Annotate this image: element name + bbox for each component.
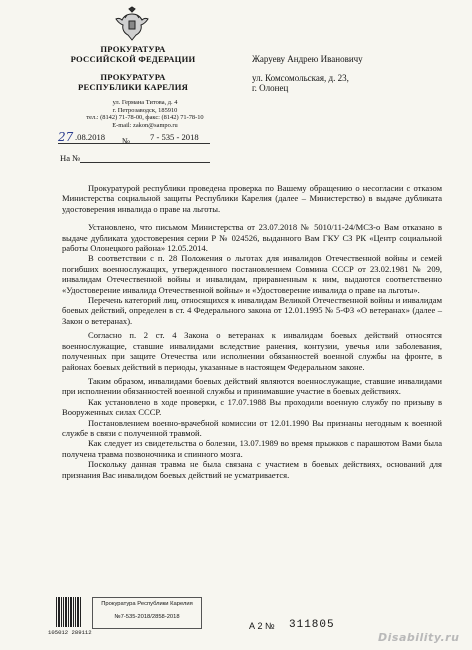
letter-body <box>62 183 442 480</box>
registration-stamp <box>92 597 202 629</box>
org-name-karelia <box>58 72 208 92</box>
stamp-org: Прокуратура Республики Карелия <box>101 601 193 607</box>
reference-label: На № <box>60 153 81 163</box>
recipient-street: ул. Комсомольская, д. 23, <box>252 72 349 83</box>
date-printed: .08.2018 <box>75 132 106 142</box>
form-series: А 2 № <box>249 621 275 631</box>
outgoing-number: 7 - 535 - 2018 <box>150 132 199 142</box>
paragraph-9: Как следует из свидетельства о болезни, 13.07.1989 во время прыжков с парашютом Вами была получена травма позвоночника и спинного мозга. <box>62 438 442 459</box>
paragraph-5: Согласно п. 2 ст. 4 Закона о ветеранах к инвалидам боевых действий относятся военнослужащие, ставшие инвалидами вследствие ранения, контузии, увечья или заболевания, полученных при защите Отечества или исполнении обязанностей военной службы на фронте, в районах боевых действий в периоды, указанные в настоящем Федеральном законе. <box>62 330 442 372</box>
org-line-4: РЕСПУБЛИКИ КАРЕЛИЯ <box>78 82 188 92</box>
org-name-rf <box>58 44 208 64</box>
address-email: E-mail: zakon@sampo.ru <box>112 121 178 129</box>
address-phone: тел.: (8142) 71-78-00, факс: (8142) 71-78-10 <box>86 114 204 122</box>
stamp-number: №7-535-2018/2858-2018 <box>114 614 180 620</box>
recipient-name: Жаруеву Андрею Ивановичу <box>252 54 363 64</box>
barcode-number: 105012 289112 <box>48 629 92 636</box>
paragraph-7: Как установлено в ходе проверки, с 17.07.1988 Вы проходили военную службу по призыву в Вооруженных силах СССР. <box>62 396 442 418</box>
paragraph-4: Перечень категорий лиц, относящихся к инвалидам Великой Отечественной войны и инвалидам боевых действий, определен в ст. 4 Федерального закона от 12.01.1995 № 5-ФЗ «О ветеранах» (далее – Закон о ветеранах). <box>62 295 442 326</box>
number-prefix: № <box>122 136 131 146</box>
recipient-city: г. Олонец <box>252 83 289 93</box>
paragraph-8: Постановлением военно-врачебной комиссии от 12.01.1990 Вы признаны негодным к военной службе в связи с полученной травмой. <box>62 417 442 438</box>
paragraph-1: Прокуратурой республики проведена проверка по Вашему обращению о несогласии с отказом Министерства социальной защиты Республики Карелия (далее – Министерство) в выдаче дубликата удостоверения инвалида о праве на льготы. <box>62 183 442 214</box>
paragraph-2: Установлено, что письмом Министерства от 23.07.2018 № 5010/11-24/МСЗ-о Вам отказано в выдаче дубликата удостоверения серии Р № 024526, выданного Вам ГКУ СЗ РК «Центр социальной работы Олонецкого района» 12.05.2014. <box>62 222 442 254</box>
paragraph-10: Поскольку данная травма не была связана с участием в боевых действиях, оснований для признания Вас инвалидом боевых действий не усматривается. <box>62 459 442 480</box>
recipient-block <box>252 54 442 94</box>
reference-underline <box>80 162 210 163</box>
org-line-3: ПРОКУРАТУРА <box>100 72 166 82</box>
barcode-icon <box>56 597 82 633</box>
watermark: Disability.ru <box>378 631 460 644</box>
org-line-2: РОССИЙСКОЙ ФЕДЕРАЦИИ <box>70 54 196 64</box>
date-underline <box>58 143 210 144</box>
address-street: ул. Германа Титова, д. 4 <box>112 99 178 106</box>
org-address <box>70 99 220 129</box>
paragraph-6: Таким образом, инвалидами боевых действий являются военнослужащие, ставшие инвалидами при исполнении обязанностей военной службы и принимавшие участие в боевых действиях. <box>62 375 442 397</box>
form-number: 311805 <box>289 619 335 631</box>
paragraph-3: В соответствии с п. 28 Положения о льготах для инвалидов Отечественной войны и семей погибших военнослужащих, утвержденного постановлением Совмина СССР от 23.02.1981 № 209, инвалидам Отечественной войны и инвалидам, приравненным к ним, выдаются соответственно «Удостоверение инвалида Отечественной войны» и «Удостоверение инвалида о праве на льготы». <box>62 253 442 295</box>
coat-of-arms-emblem <box>114 6 150 42</box>
handwritten-date-day: 27 <box>58 130 74 144</box>
address-city: г. Петрозаводск, 185910 <box>112 106 178 114</box>
org-line-1: ПРОКУРАТУРА <box>100 44 166 54</box>
